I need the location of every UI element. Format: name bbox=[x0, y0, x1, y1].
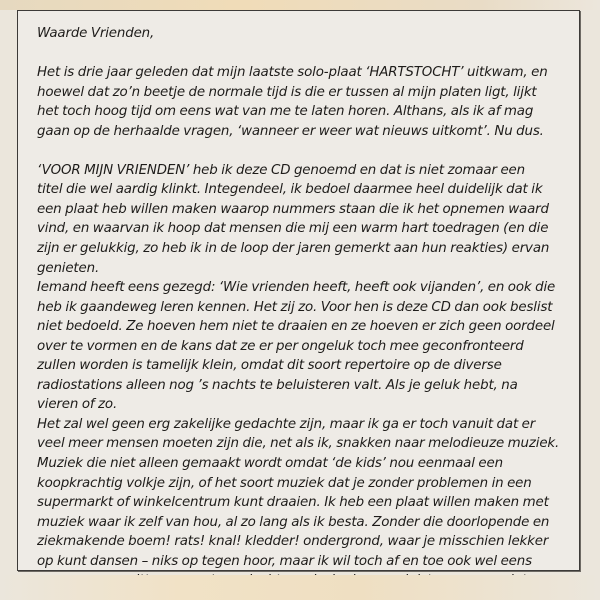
text-line: zullen worden is tamelijk klein, omdat dit soort repertoire op de diverse bbox=[37, 358, 502, 374]
text-line: niet bedoeld. Ze hoeven hem niet te draaien en ze hoeven er zich geen oordeel bbox=[37, 319, 555, 335]
text-line: ‘VOOR MIJN VRIENDEN’ heb ik deze CD genoemd en dat is niet zomaar een bbox=[37, 162, 525, 178]
paragraph-enemies bbox=[37, 278, 577, 415]
text-line: muziek waar ik zelf van hou, al zo lang als ik besta. Zonder die doorlopende en bbox=[37, 514, 550, 530]
text-line: titel die wel aardig klinkt. Integendeel, ik bedoel daarmee heel duidelijk dat ik bbox=[37, 182, 543, 198]
text-line: zijn er gelukkig, zo heb ik in de loop der jaren gemerkt aan hun reakties) ervan bbox=[37, 241, 550, 257]
text-line: vieren of zo. bbox=[37, 397, 118, 413]
text-line: veel meer mensen moeten zijn die, net als ik, snakken naar melodieuze muziek. bbox=[37, 436, 560, 452]
text-line: Iemand heeft eens gezegd: ‘Wie vrienden heeft, heeft ook vijanden’, en ook die bbox=[37, 280, 556, 296]
text-line: koopkrachtig volkje zijn, of het soort muziek dat je zonder problemen in een bbox=[37, 475, 532, 491]
text-line: hoewel dat zo’n beetje de normale tijd is die er tussen al mijn platen ligt, lijkt bbox=[37, 84, 537, 100]
page-top-edge bbox=[0, 0, 600, 10]
text-line: het toch hoog tijd om eens wat van me te laten horen. Althans, als ik af mag bbox=[37, 104, 534, 120]
paragraph-intro bbox=[37, 63, 577, 141]
text-line: Het is drie jaar geleden dat mijn laatste solo-plaat ‘HARTSTOCHT’ uitkwam, en bbox=[37, 65, 548, 81]
letter-text bbox=[37, 24, 577, 591]
text-line: supermarkt of winkelcentrum kunt draaien. Ik heb een plaat willen maken met bbox=[37, 495, 549, 511]
text-line: radiostations alleen nog ’s nachts te beluisteren valt. Als je geluk hebt, na bbox=[37, 377, 518, 393]
text-line: over te vormen en de kans dat ze er per ongeluk toch mee geconfronteerd bbox=[37, 338, 524, 354]
text-line: genieten. bbox=[37, 260, 100, 276]
text-line: Muziek die niet alleen gemaakt wordt omdat ‘de kids’ nou eenmaal een bbox=[37, 456, 503, 472]
paragraph-spacer bbox=[37, 44, 577, 64]
text-line: vind, en waarvan ik hoop dat mensen die mij een warm hart toedragen (en die bbox=[37, 221, 549, 237]
page-bottom-edge bbox=[0, 575, 600, 600]
text-line: ziekmakende boem! rats! knal! kledder! ondergrond, waar je misschien lekker bbox=[37, 534, 549, 550]
text-line: op kunt dansen – niks op tegen hoor, maar ik wil toch af en toe ook wel eens bbox=[37, 553, 532, 569]
text-line: heb ik gaandeweg leren kennen. Het zij zo. Voor hen is deze CD dan ook beslist bbox=[37, 299, 553, 315]
salutation: Waarde Vrienden, bbox=[37, 26, 155, 41]
text-line: een plaat heb willen maken waarop nummers staan die ik het opnemen waard bbox=[37, 201, 549, 217]
letter-box bbox=[17, 10, 580, 571]
text-line: gaan op de herhaalde vragen, ‘wanneer er weer wat nieuws uitkomt’. Nu dus. bbox=[37, 123, 544, 139]
paragraph-spacer bbox=[37, 141, 577, 161]
paragraph-music bbox=[37, 415, 577, 591]
text-line: Het zal wel geen erg zakelijke gedachte zijn, maar ik ga er toch vanuit dat er bbox=[37, 416, 536, 432]
paragraph-title bbox=[37, 161, 577, 278]
